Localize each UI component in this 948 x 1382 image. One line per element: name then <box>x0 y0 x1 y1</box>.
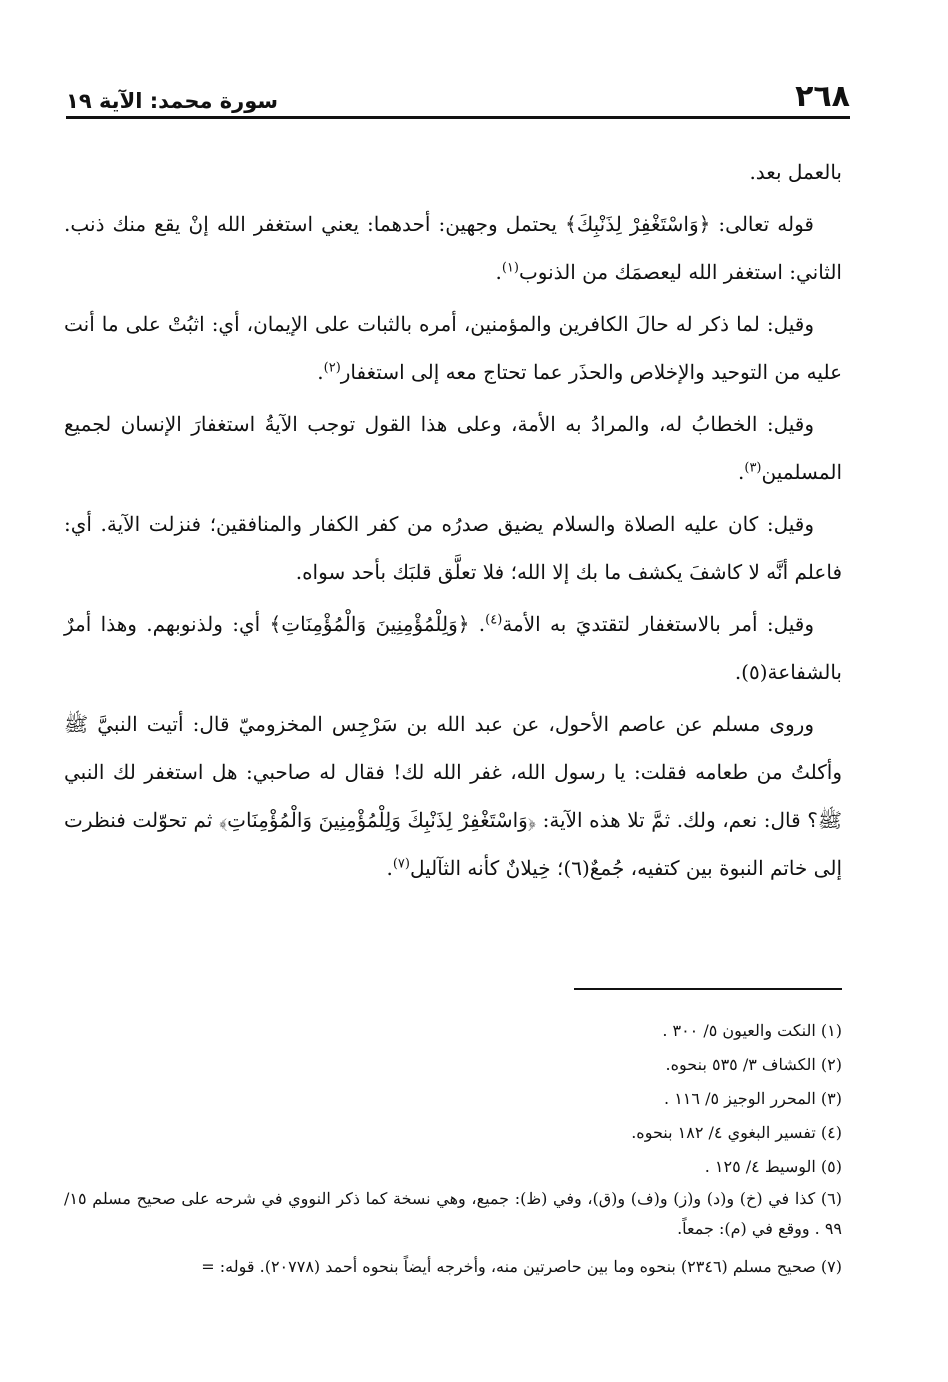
footnote: (١) النكت والعيون ٥/ ٣٠٠ . <box>662 1021 842 1040</box>
footnote-divider <box>574 988 842 990</box>
footnote-ref: (٧) <box>392 856 410 872</box>
footnote-ref: (٣) <box>744 460 762 476</box>
page-number: ٢٦٨ <box>795 79 850 114</box>
footnote: (٦) كذا في (خ) و(د) و(ز) و(ف) و(ق)، وفي (ظ): جميع، وهي نسخة كما ذكر النووي في شرحه على صحيح مسلم ١٥/ ٩٩ . ووقع في (م): جمعاً. <box>64 1189 843 1238</box>
paragraph <box>64 500 842 596</box>
paragraph-tail: . <box>386 856 393 880</box>
paragraph <box>64 700 842 892</box>
paragraph <box>64 400 842 496</box>
paragraph <box>64 148 842 196</box>
footnote: (٥) الوسيط ٤/ ١٢٥ . <box>704 1157 842 1176</box>
footnote: (٧) صحيح مسلم (٢٣٤٦) بنحوه وما بين حاصرتين منه، وأخرجه أيضاً بنحوه أحمد (٢٠٧٧٨). قوله: = <box>201 1257 842 1276</box>
footnote: (٣) المحرر الوجيز ٥/ ١١٦ . <box>664 1089 842 1108</box>
paragraph <box>64 300 842 396</box>
footnote: (٤) تفسير البغوي ٤/ ١٨٢ بنحوه. <box>631 1123 842 1142</box>
paragraph-tail: . <box>495 260 502 284</box>
paragraph-tail: . <box>738 460 745 484</box>
running-title: سورة محمد: الآية ١٩ <box>66 89 279 113</box>
footnote-ref: (١) <box>501 260 519 276</box>
paragraph-text: قوله تعالى: ﴿وَاسْتَغْفِرْ لِذَنْبِكَ﴾ يحتمل وجهين: أحدهما: يعني استغفر الله إنْ يقع منك ذنب. الثاني: استغفر الله ليعصمَك من الذنوب <box>64 212 842 284</box>
footnote-ref: (٢) <box>323 360 341 376</box>
paragraph <box>64 200 842 296</box>
paragraph-text: وقيل: أمر بالاستغفار لتقتديَ به الأمة <box>502 612 815 636</box>
paragraph-tail: . <box>317 360 324 384</box>
paragraph <box>64 600 842 696</box>
paragraph-text: وروى مسلم عن عاصم الأحول، عن عبد الله بن سَرْجِس المخزوميّ قال: أتيت النبيَّ ﷺ وأكلتُ من طعامه فقلت: يا رسول الله، غفر الله لك! فقال له صاحبي: هل استغفر لك النبي ﷺ؟ قال: نعم، ولك. ثمَّ تلا هذه الآية: ﴿وَاسْتَغْفِرْ لِذَنْبِكَ وَلِلْمُؤْمِنِينَ وَالْمُؤْمِنَاتِ﴾ ثم تحوّلت فنظرت إلى خاتم النبوة بين كتفيه، جُمعٌ(٦)؛ خِيلانٌ كأنه الثآليل <box>64 712 842 880</box>
main-text <box>64 148 842 896</box>
paragraph-text: وقيل: لما ذكر له حالَ الكافرين والمؤمنين، أمره بالثبات على الإيمان، أي: اثبُتْ على ما أنت عليه من التوحيد والإخلاص والحذَر عما تحتاج معه إلى استغفار <box>64 312 842 384</box>
paragraph-text: وقيل: كان عليه الصلاة والسلام يضيق صدرُه من كفر الكفار والمنافقين؛ فنزلت الآية. أي: فاعلم أنَّه لا كاشفَ يكشف ما بك إلا الله؛ فلا تعلَّق قلبَك بأحد سواه. <box>64 512 842 584</box>
footnote: (٢) الكشاف ٣/ ٥٣٥ بنحوه. <box>665 1055 842 1074</box>
footnotes <box>64 1014 842 1284</box>
paragraph-text: وقيل: الخطابُ له، والمرادُ به الأمة، وعلى هذا القول توجب الآيةُ استغفارَ الإنسان لجميع المسلمين <box>64 412 842 484</box>
page-header <box>66 72 850 119</box>
paragraph-tail: . ﴿وَلِلْمُؤْمِنِينَ وَالْمُؤْمِنَاتِ﴾ أي: ولذنوبهم. وهذا أمرٌ بالشفاعة(٥). <box>64 612 842 684</box>
paragraph-text: بالعمل بعد. <box>749 160 842 184</box>
footnote-ref: (٤) <box>485 612 503 628</box>
